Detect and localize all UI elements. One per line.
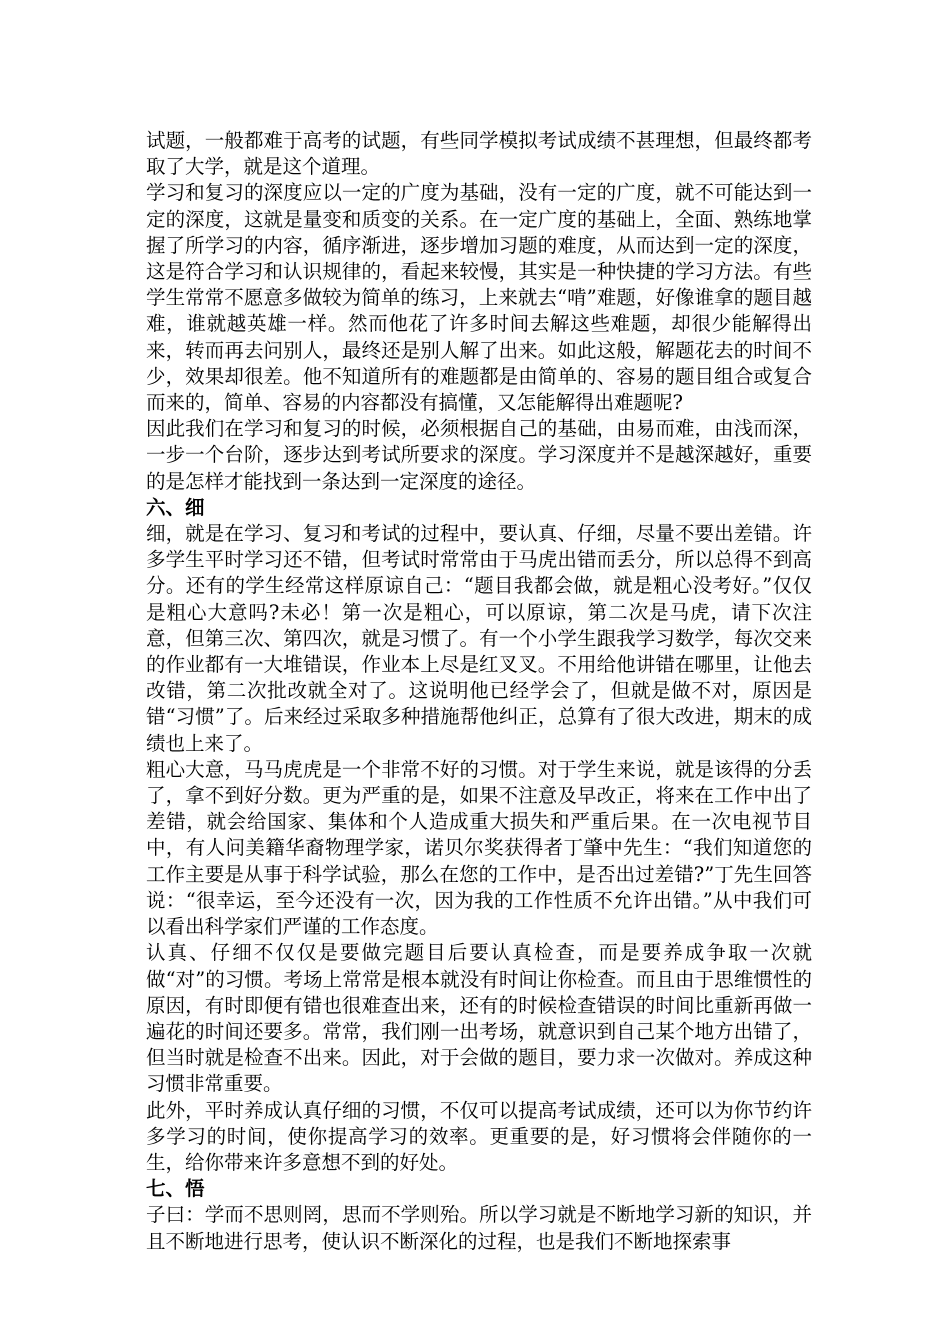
paragraph: 认真、仔细不仅仅是要做完题目后要认真检查，而是要养成争取一次就做“对”的习惯。考场上常常是根本就没有时间让你检查。而且由于思维惯性的原因，有时即便有错也很难查出来，还有的时候检查错误的时间比重新再做一遍花的时间还要多。常常，我们刚一出考场，就意识到自己某个地方出错了，但当时就是检查不出来。因此，对于会做的题目，要力求一次做对。养成这种习惯非常重要。: [146, 941, 812, 1096]
section-heading: 六、细: [146, 495, 205, 519]
paragraph: 粗心大意，马马虎虎是一个非常不好的习惯。对于学生来说，就是该得的分丢了，拿不到好分数。更为严重的是，如果不注意及早改正，将来在工作中出了差错，就会给国家、集体和个人造成重大损失和严重后果。在一次电视节目中，有人问美籍华裔物理学家，诺贝尔奖获得者丁肇中先生：“我们知道您的工作主要是从事于科学试验，那么在您的工作中，是否出过差错?”丁先生回答说：“很幸运，至今还没有一次，因为我的工作性质不允许出错。”从中我们可以看出科学家们严谨的工作态度。: [146, 757, 812, 939]
section-heading: 七、悟: [146, 1177, 205, 1201]
paragraph: 此外，平时养成认真仔细的习惯，不仅可以提高考试成绩，还可以为你节约许多学习的时间，使你提高学习的效率。更重要的是，好习惯将会伴随你的一生，给你带来许多意想不到的好处。: [146, 1098, 812, 1174]
paragraph: 子曰：学而不思则罔，思而不学则殆。所以学习就是不断地学习新的知识，并且不断地进行思考，使认识不断深化的过程，也是我们不断地探索事: [146, 1203, 812, 1253]
paragraph: 学习和复习的深度应以一定的广度为基础，没有一定的广度，就不可能达到一定的深度，这就是量变和质变的关系。在一定广度的基础上，全面、熟练地掌握了所学习的内容，循序渐进，逐步增加习题的难度，从而达到一定的深度，这是符合学习和认识规律的，看起来较慢，其实是一种快捷的学习方法。有些学生常常不愿意多做较为简单的练习，上来就去“啃”难题，好像谁拿的题目越难，谁就越英雄一样。然而他花了许多时间去解这些难题，却很少能解得出来，转而再去问别人，最终还是别人解了出来。如此这般，解题花去的时间不少，效果却很差。他不知道所有的难题都是由简单的、容易的题目组合或复合而来的，简单、容易的内容都没有搞懂，又怎能解得出难题呢?: [146, 181, 812, 415]
paragraph: 试题，一般都难于高考的试题，有些同学模拟考试成绩不甚理想，但最终都考取了大学，就是这个道理。: [146, 129, 812, 179]
document-body: [146, 128, 812, 1255]
paragraph: 因此我们在学习和复习的时候，必须根据自己的基础，由易而难，由浅而深，一步一个台阶，逐步达到考试所要求的深度。学习深度并不是越深越好，重要的是怎样才能找到一条达到一定深度的途径。: [146, 417, 812, 493]
paragraph: 细，就是在学习、复习和考试的过程中，要认真、仔细，尽量不要出差错。许多学生平时学习还不错，但考试时常常由于马虎出错而丢分，所以总得不到高分。还有的学生经常这样原谅自己：“题目我都会做，就是粗心没考好。”仅仅是粗心大意吗?未必！第一次是粗心，可以原谅，第二次是马虎，请下次注意，但第三次、第四次，就是习惯了。有一个小学生跟我学习数学，每次交来的作业都有一大堆错误，作业本上尽是红叉叉。不用给他讲错在哪里，让他去改错，第二次批改就全对了。这说明他已经学会了，但就是做不对，原因是错“习惯”了。后来经过采取多种措施帮他纠正，总算有了很大改进，期末的成绩也上来了。: [146, 522, 812, 755]
